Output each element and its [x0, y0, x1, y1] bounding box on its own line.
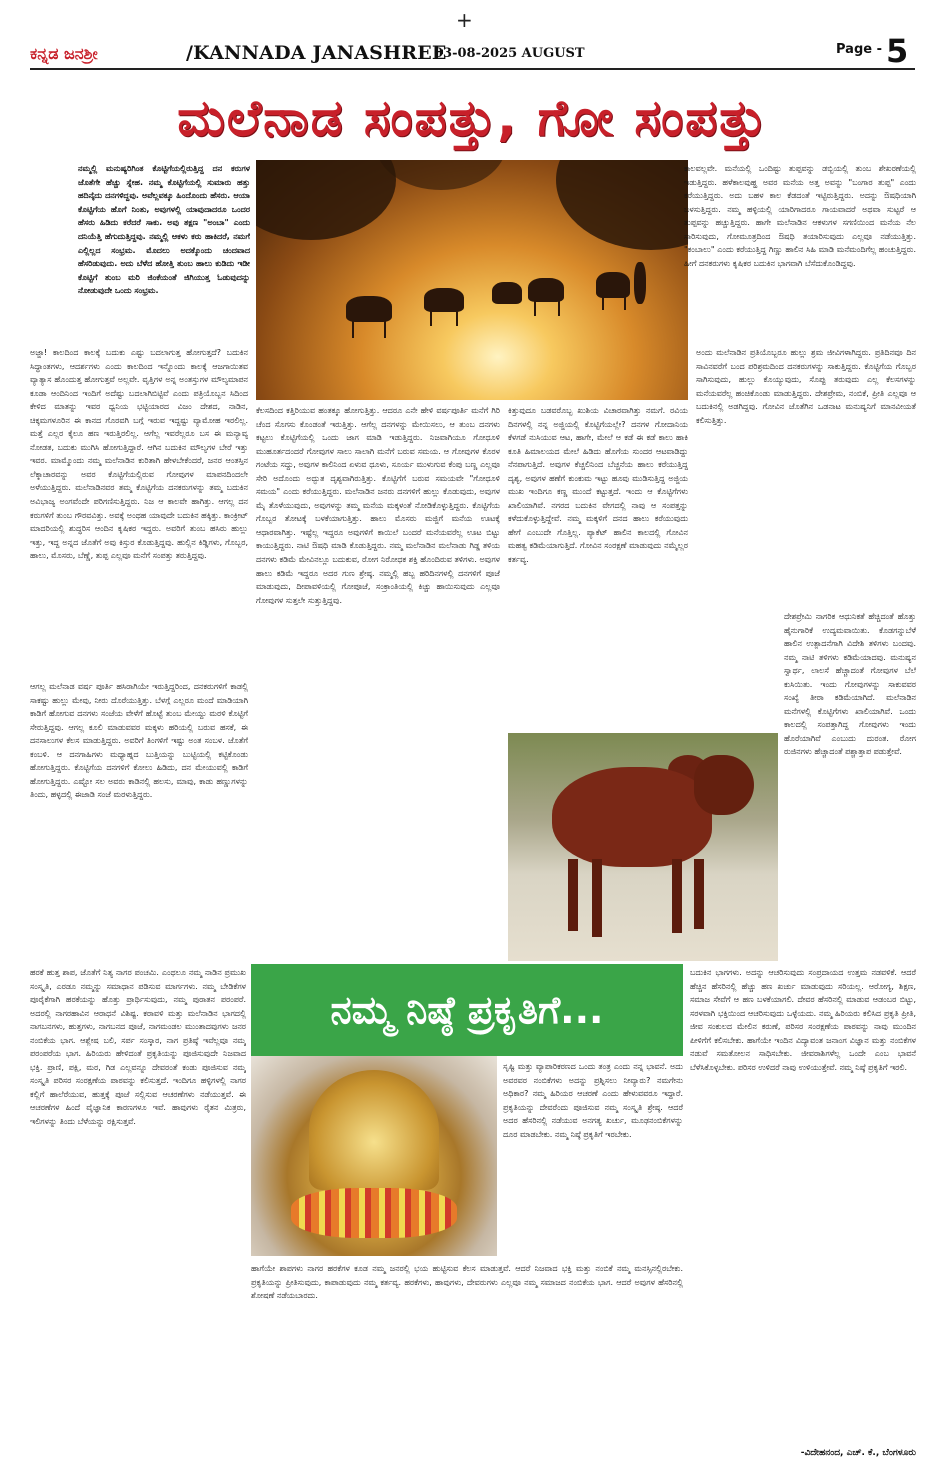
- intro-paragraph: ನಮ್ಮಲ್ಲಿ ಮನುಷ್ಯರಿಗಿಂತ ಕೊಟ್ಟಿಗೆಯಲ್ಲಿರುತ್ತಿದ್ದ ದನ ಕರುಗಳ ಜೊತೆಗೇ ಹೆಚ್ಚು ಸ್ನೇಹ. ನಮ್ಮ ಕೊಟ್ಟಿಗೆಯಲ್ಲಿ ಸುಮಾರು ಹತ್ತು ಹದಿನೈದು ದನಗಳಿದ್ದವು. ಅವೆಲ್ಲವಕ್ಕೂ ಹಿಂದೊಂದು ಹೆಸರು. ಆಯಾ ಕೊಟ್ಟಿಗೆಯ ಹೊಗೆ ನಿಂತು, ಅವುಗಳಲ್ಲಿ ಯಾವುದಾದರೂ ಒಂದರ ಹೆಸರು ಹಿಡಿದು ಕರೆದರೆ ಸಾಕು. ಅವು ತಕ್ಷಣ "ಅಂಬಾ" ಎಂದು ದನಿಯೆತ್ತಿ ಹೆಗುದುತ್ತಿದ್ದವು. ನಮ್ಮಲ್ಲಿ ಆಕಳು ಕರು ಹಾಕಿದರೆ, ನಮಗೆ ಎಲ್ಲಿಲ್ಲದ ಸಂಭ್ರಮ. ಮೊದಲು ಅದಕ್ಕೊಂದು ಚಂದವಾದ ಹೆಸರಿಡುವುದು. ಅದು ಬೆಳೆದ ಹೋತ್ತಿ ತುಂಬ ಹಾಲು ಕುಡಿದು ಇಡೀ ಕೊಟ್ಟಿಗೆ ತುಂಬ ಮರಿ ಜಿಂಕೆಯಂತೆ ಜಿಗಿಯುತ್ತ ಓಡುವುದನ್ನು ನೋಡುವುದೇ ಒಂದು ಸಂಭ್ರಮ.: [78, 164, 250, 296]
- article-column-right-mid: ಅಂದು ಮಲೆನಾಡಿನ ಪ್ರತಿಯೊಬ್ಬರೂ ಹುಲ್ಲು ಶ್ರಮ ಜೀವಿಗಳಾಗಿದ್ದರು. ಪ್ರತಿದಿನವೂ ದಿನ ಸಾವಿನವರೆಗೆ ಬಂದ ಪರಿಶ್ರಮದಿಂದ ದನಕರುಗಳನ್ನು ಸಾಕುತ್ತಿದ್ದರು. ಕೊಟ್ಟಿಗೆಯ ಗೊಬ್ಬರ ಸಾಗಿಸುವುದು, ಹುಲ್ಲು ಕೊಯ್ಯುವುದು, ಸೊಪ್ಪು ತರುವುದು ಎಲ್ಲ ಕೆಲಸಗಳನ್ನು ಮನೆಯವರೆಲ್ಲ ಹಂಚಿಕೊಂಡು ಮಾಡುತ್ತಿದ್ದರು. ದೇಶಪ್ರೇಮ, ನಂಬಿಕೆ, ಪ್ರೀತಿ ಎಲ್ಲವೂ ಆ ಬದುಕಿನಲ್ಲಿ ಅಡಗಿದ್ದವು. ಗೋವಿನ ಜೊತೆಗಿನ ಒಡನಾಟ ಮನುಷ್ಯನಿಗೆ ಮಾನವೀಯತೆ ಕಲಿಸುತ್ತಿತ್ತು.: [696, 348, 916, 425]
- article-column-bottom-right: ಬದುಕಿನ ಭಾಗಗಳು. ಅದನ್ನು ಆಚರಿಸುವುದು ಸಂಪ್ರದಾಯದ ಉತ್ತಮ ನಡವಳಿಕೆ. ಆದರೆ ಹೆಚ್ಚಿನ ಹೆಸರಿನಲ್ಲಿ ಹೆಚ್ಚು ಹಣ ಖರ್ಚು ಮಾಡುವುದು ಸರಿಯಲ್ಲ. ಆರೋಗ್ಯ, ಶಿಕ್ಷಣ, ಸಮಾಜ ಸೇವೆಗೆ ಆ ಹಣ ಬಳಕೆಯಾಗಲಿ. ದೇವರ ಹೆಸರಿನಲ್ಲಿ ಮಾಡುವ ಆಡಂಬರ ಬಿಟ್ಟು, ಸರಳವಾಗಿ ಭಕ್ತಿಯಿಂದ ಆಚರಿಸುವುದು ಒಳ್ಳೆಯದು. ನಮ್ಮ ಹಿರಿಯರು ಕಲಿಸಿದ ಪ್ರಕೃತಿ ಪ್ರೀತಿ, ಜೀವ ಸಂಕುಲದ ಮೇಲಿನ ಕರುಣೆ, ಪರಿಸರ ಸಂರಕ್ಷಣೆಯ ಪಾಠವನ್ನು ನಾವು ಮುಂದಿನ ಪೀಳಿಗೆಗೆ ಕಲಿಸಬೇಕು. ಹಾಗೆಯೇ ಇಂದಿನ ವಿದ್ಯಾವಂತ ಜನಾಂಗ ವಿಜ್ಞಾನ ಮತ್ತು ನಂಬಿಕೆಗಳ ನಡುವೆ ಸಮತೋಲನ ಸಾಧಿಸಬೇಕು. ಜೀವರಾಶಿಗಳೆಲ್ಲ ಒಂದೇ ಎಂಬ ಭಾವನೆ ಬೆಳೆಸಿಕೊಳ್ಳಬೇಕು. ಪರಿಸರ ಉಳಿದರೆ ನಾವು ಉಳಿಯುತ್ತೇವೆ. ನಮ್ಮ ನಿಷ್ಠೆ ಪ್ರಕೃತಿಗೆ ಇರಲಿ.: [690, 968, 916, 1072]
- issue-date: 03-08-2025 AUGUST: [434, 46, 585, 61]
- article-column-mid-main: ಕೆಲಸದಿಂದ ಕತ್ತಿರಿಯುವ ಹಂತಕ್ಕೂ ಹೋಗುತ್ತಿತ್ತು. ಆದರೂ ಎನೇ ಹೇಳಿ ವರ್ಷಪೂರ್ತಿ ಮನೆಗೆ ಗಿರಿ ಚೆಂದ ಸೊಗಸು ಕೊಂಡಂತೆ ಇರುತ್ತಿತ್ತು. ಆಗೆಲ್ಲ ದನಗಳನ್ನು ಮೇಯಿಸಲು, ಆ ತುಂಬ ದನಗಳು ಕಟ್ಟಲು ಕೊಟ್ಟಿಗೆಯಲ್ಲಿ ಒಂದು ಜಾಗ ಮಾಡಿ ಇಡುತ್ತಿದ್ದರು. ನಿಜವಾಗಿಯೂ ಗೋಧೂಳಿ ಮುಹೂರ್ತದಂದರೆ ಗೋವುಗಳ ಸಾಲು ಸಾಲಾಗಿ ಮನೆಗೆ ಬರುವ ಸಮಯ. ಆ ಗೋವುಗಳ ಕೊರಳ ಗಂಟೆಯ ಸದ್ದು, ಅವುಗಳ ಕಾಲಿನಿಂದ ಏಳುವ ಧೂಳು, ಸೂರ್ಯ ಮುಳುಗುವ ಕೆಂಪು ಬಣ್ಣ ಎಲ್ಲವೂ ಸೇರಿ ಅದೊಂದು ಅದ್ಭುತ ದೃಶ್ಯವಾಗಿರುತ್ತಿತ್ತು. ಕೊಟ್ಟಿಗೆಗೆ ಬರುವ ಸಮಯವೇ "ಗೋಧೂಳಿ ಸಮಯ" ಎಂದು ಕರೆಯುತ್ತಿದ್ದರು. ಮಲೆನಾಡಿನ ಜನರು ದನಗಳಿಗೆ ಹುಲ್ಲು ಕೊಡುವುದು, ಅವುಗಳ ಮೈ ತೊಳೆಯುವುದು, ಅವುಗಳನ್ನು ತಮ್ಮ ಮನೆಯ ಮಕ್ಕಳಂತೆ ನೋಡಿಕೊಳ್ಳುತ್ತಿದ್ದರು. ಕೊಟ್ಟಿಗೆಯ ಗೊಬ್ಬರ ತೋಟಕ್ಕೆ ಬಳಕೆಯಾಗುತ್ತಿತ್ತು. ಹಾಲು ಮೊಸರು ಮಜ್ಜಿಗೆ ಮನೆಯ ಊಟಕ್ಕೆ ಆಧಾರವಾಗಿತ್ತು. ಇಷ್ಟೆಲ್ಲ ಇದ್ದರೂ ಅವುಗಳಿಗೆ ಕಾಯಿಲೆ ಬಂದರೆ ಮನೆಯವರೆಲ್ಲ ಊಟ ಬಿಟ್ಟು ಕಾಯುತ್ತಿದ್ದರು. ನಾಟಿ ಔಷಧಿ ಮಾಡಿ ಕೊಡುತ್ತಿದ್ದರು. ನಮ್ಮ ಮಲೆನಾಡಿನ ಮಲೆನಾಡು ಗಿಡ್ಡ ತಳಿಯ ದನಗಳು ಕಡಿಮೆ ಮೇವಿನಲ್ಲೂ ಬದುಕುವ, ರೋಗ ನಿರೋಧಕ ಶಕ್ತಿ ಹೊಂದಿರುವ ತಳಿಗಳು. ಅವುಗಳ ಹಾಲು ಕಡಿಮೆ ಇದ್ದರೂ ಅದರ ಗುಣ ಶ್ರೇಷ್ಠ. ನಮ್ಮಲ್ಲಿ ಹಬ್ಬ ಹರಿದಿನಗಳಲ್ಲಿ ದನಗಳಿಗೆ ಪೂಜೆ ಮಾಡುವುದು, ದೀಪಾವಳಿಯಲ್ಲಿ ಗೋಪೂಜೆ, ಸಂಕ್ರಾಂತಿಯಲ್ಲಿ ಕಿಚ್ಚು ಹಾಯಿಸುವುದು ಎಲ್ಲವೂ ಗೋವುಗಳ ಸುತ್ತಲೇ ಸುತ್ತುತ್ತಿದ್ದವು.: [256, 406, 500, 605]
- red-bull-photo: [508, 733, 778, 961]
- brand-english: /KANNADA JANASHREE: [186, 42, 447, 64]
- page-number: 5: [886, 32, 909, 70]
- article-column-left-mid: ಆಗಲ್ಲ ಮಲೆನಾಡ ವರ್ಷ ಪೂರ್ತಿ ಹಸಿರಾಗಿಯೇ ಇರುತ್ತಿದ್ದರಿಂದ, ದನಕರುಗಳಿಗೆ ಕಾಡಲ್ಲಿ ಸಾಕಷ್ಟು ಹುಲ್ಲು ಮೇವು, ನೀರು ದೊರೆಯುತ್ತಿತ್ತು. ಬೆಳಗ್ಗೆ ಎಲ್ಲರೂ ಮಂದೆ ಮಾಡಿಯಾಗಿ ಕಾಡಿಗೆ ಹೋಗುವ ದನಗಳು ಸಂಜೆಯ ವೇಳೆಗೆ ಹೊಟ್ಟೆ ತುಂಬ ಮೇಯ್ದು ಮರಳಿ ಕೊಟ್ಟಿಗೆ ಸೇರುತ್ತಿದ್ದವು. ಆಗಲ್ಲ ಕೂಲಿ ಮಾಡುವವರ ಮಕ್ಕಳು ಹರಿಯಲ್ಲಿ ಬರುವ ಹಸಕೆ, ಈ ದನಸಾಲುಗಳ ಕೆಲಸ ಮಾಡುತ್ತಿದ್ದರು. ಅವರಿಗೆ ತಿಂಗಳಿಗೆ ಇಷ್ಟು ಅಂತ ಸಂಬಳ. ಜೊತೆಗೆ ಕಂಬಳಿ. ಆ ದನಗಾಹಿಗಳು ಮಧ್ಯಾಹ್ನದ ಬುತ್ತಿಯನ್ನು ಬುಟ್ಟಿಯಲ್ಲಿ ಕಟ್ಟಿಕೊಂಡು ಹೋಗುತ್ತಿದ್ದರು. ಕೊಟ್ಟಿಗೆಯ ದನಗಳಿಗೆ ಕೋಲು ಹಿಡಿದು, ದನ ಮೇಯುವಲ್ಲಿ ಕಾಡಿಗೆ ಹೋಗುತ್ತಿದ್ದರು. ಎಷ್ಟೋ ಸಲ ಅವರು ಕಾಡಿನಲ್ಲಿ ಹಲಸು, ಮಾವು, ಕಾಡು ಹಣ್ಣುಗಳನ್ನು ತಿಂದು, ಹಳ್ಳದಲ್ಲಿ ಈಜಾಡಿ ಸಂಜೆ ಮರಳುತ್ತಿದ್ದರು.: [30, 682, 248, 800]
- cows-at-dusk-photo: [256, 160, 688, 400]
- article-column-bottom-mid-low: ಹಾಗೆಯೇ ಶಾಪಗಳು ನಾಗರ ಹರಕೆಗಳ ಕೂಡ ನಮ್ಮ ಜನರಲ್ಲಿ ಭಯ ಹುಟ್ಟಿಸುವ ಕೆಲಸ ಮಾಡುತ್ತವೆ. ಆದರೆ ನಿಜವಾದ ಭಕ್ತಿ ಮತ್ತು ನಂಬಿಕೆ ನಮ್ಮ ಮನಸ್ಸಿನಲ್ಲಿರಬೇಕು. ಪ್ರಕೃತಿಯನ್ನು ಪ್ರೀತಿಸುವುದು, ಕಾಪಾಡುವುದು ನಮ್ಮ ಕರ್ತವ್ಯ. ಹರಕೆಗಳು, ಹಾವುಗಳು, ದೇವರುಗಳು ಎಲ್ಲವೂ ನಮ್ಮ ಸಮಾಜದ ನಂಬಿಕೆಯ ಭಾಗ. ಆದರೆ ಅವುಗಳ ಹೆಸರಿನಲ್ಲಿ ಶೋಷಣೆ ನಡೆಯಬಾರದು.: [251, 1264, 683, 1301]
- article-column-bottom-left: ಹರಕೆ ಹುತ್ತ ಶಾಪ, ಜೊತೆಗೆ ನಿತ್ಯ ನಾಗರ ಪಂಚಮಿ. ಎಂಥಲೂ ನಮ್ಮ ನಾಡಿನ ಪ್ರಮುಖ ಸಂಸ್ಕೃತಿ, ಎರಡೂ ನಮ್ಮನ್ನು ಸಮಾಧಾನ ಪಡಿಸುವ ಮಾರ್ಗಗಳು. ನಮ್ಮ ಬೇಡಿಕೆಗಳ ಪೂರೈಕೆಗಾಗಿ ಹರಕೆಯನ್ನು ಹೊತ್ತು ಪ್ರಾರ್ಥಿಸುವುದು, ನಮ್ಮ ಪುರಾತನ ಪರಂಪರೆ. ಅದರಲ್ಲಿ ನಾಗರಹಾವಿನ ಆರಾಧನೆ ವಿಶಿಷ್ಟ. ಕರಾವಳಿ ಮತ್ತು ಮಲೆನಾಡಿನ ಭಾಗದಲ್ಲಿ ನಾಗಬನಗಳು, ಹುತ್ತಗಳು, ನಾಗಬನದ ಪೂಜೆ, ನಾಗಮಂಡಲ ಮುಂತಾದವುಗಳು ಜನರ ನಂಬಿಕೆಯ ಭಾಗ. ಆಶ್ಲೇಷ ಬಲಿ, ಸರ್ಪ ಸಂಸ್ಕಾರ, ನಾಗ ಪ್ರತಿಷ್ಠೆ ಇವೆಲ್ಲವೂ ನಮ್ಮ ಪರಂಪರೆಯ ಭಾಗ. ಹಿರಿಯರು ಹೇಳಿದಂತೆ ಪ್ರಕೃತಿಯನ್ನು ಪೂಜಿಸುವುದೇ ನಿಜವಾದ ಭಕ್ತಿ. ಪ್ರಾಣಿ, ಪಕ್ಷಿ, ಮರ, ಗಿಡ ಎಲ್ಲವನ್ನೂ ದೇವರಂತೆ ಕಂಡು ಪೂಜಿಸುವ ನಮ್ಮ ಸಂಸ್ಕೃತಿ ಪರಿಸರ ಸಂರಕ್ಷಣೆಯ ಪಾಠವನ್ನು ಕಲಿಸುತ್ತದೆ. ಇಂದಿಗೂ ಹಳ್ಳಿಗಳಲ್ಲಿ ನಾಗರ ಕಲ್ಲಿಗೆ ಹಾಲೆರೆಯುವ, ಹುತ್ತಕ್ಕೆ ಪೂಜೆ ಸಲ್ಲಿಸುವ ಆಚರಣೆಗಳು ನಡೆಯುತ್ತವೆ. ಈ ಆಚರಣೆಗಳ ಹಿಂದೆ ವೈಜ್ಞಾನಿಕ ಕಾರಣಗಳೂ ಇವೆ. ಹಾವುಗಳು ರೈತನ ಮಿತ್ರರು, ಇಲಿಗಳನ್ನು ತಿಂದು ಬೆಳೆಯನ್ನು ರಕ್ಷಿಸುತ್ತವೆ.: [30, 968, 246, 1127]
- page-label: Page -: [836, 42, 882, 57]
- section-banner-title: ನಮ್ಮ ನಿಷ್ಠೆ ಪ್ರಕೃತಿಗೆ...: [330, 988, 604, 1032]
- masthead: [30, 32, 915, 70]
- article-column-mid-right: ಕಿತ್ತುವುದೂ ಬಡವರೊಬ್ಬ ಖುಶಿಯ ವಿಚಾರವಾಗಿತ್ತು ನಮಗೆ. ರವಿಯ ದಿನಗಳಲ್ಲಿ ನನ್ನ ಅಜ್ಜಿಯಲ್ಲಿ ಕೊಟ್ಟಿಗೆಯಲ್ಲೇ? ದನಗಳ ಗೋದಾನಿಯ ಕೆಳಗಡೆ ನುಸಿಯುವ ಆಟ, ಹಾಗೇ, ಮೇಲೆ ಆ ಕಡೆ ಈ ಕಡೆ ಕಾಲು ಹಾಕಿ ಕೂತಿ ಹಿಮಾಲಯದ ಮೇಲೆ ಹಿಡಿದು ಹೊಗೆಯ ಸುಂದರ ಆಟವಾಡಿದ್ದು ನೆನಪಾಗುತ್ತಿದೆ. ಅವುಗಳ ಕೆಚ್ಚಲಿನಿಂದ ಬೆಚ್ಚನೆಯ ಹಾಲು ಕರೆಯುತ್ತಿದ್ದ ದೃಶ್ಯ, ಅವುಗಳ ಹಣೆಗೆ ಕುಂಕುಮ ಇಟ್ಟು ಹೂವು ಮುಡಿಸುತ್ತಿದ್ದ ಅಜ್ಜಿಯ ಮುಖ ಇಂದಿಗೂ ಕಣ್ಣ ಮುಂದೆ ಕಟ್ಟುತ್ತದೆ. ಇಂದು ಆ ಕೊಟ್ಟಿಗೆಗಳು ಖಾಲಿಯಾಗಿವೆ. ನಗರದ ಬದುಕಿನ ವೇಗದಲ್ಲಿ ನಾವು ಆ ಸಂಪತ್ತನ್ನು ಕಳೆದುಕೊಳ್ಳುತ್ತಿದ್ದೇವೆ. ನಮ್ಮ ಮಕ್ಕಳಿಗೆ ದನದ ಹಾಲು ಕರೆಯುವುದು ಹೇಗೆ ಎಂಬುದೇ ಗೊತ್ತಿಲ್ಲ. ಪ್ಯಾಕೆಟ್ ಹಾಲಿನ ಕಾಲದಲ್ಲಿ ಗೋವಿನ ಮಹತ್ವ ಕಡಿಮೆಯಾಗುತ್ತಿದೆ. ಗೋವಿನ ಸಂರಕ್ಷಣೆ ಮಾಡುವುದು ನಮ್ಮೆಲ್ಲರ ಕರ್ತವ್ಯ.: [508, 406, 688, 565]
- section-banner: [251, 964, 683, 1056]
- article-column-right-low: ದೇಶಪ್ರೇಮಿ ನಾಗರಿಕ ಆಧುನಿಕತೆ ಹೆಚ್ಚಿದಂತೆ ಹೊತ್ತು ಹೈನುಗಾರಿಕೆ ಉದ್ಯಮವಾಯಿತು. ಕೊಡಗನ್ನುಬೆಳೆ ಹಾಲಿನ ಉತ್ಪಾದನೆಗಾಗಿ ವಿದೇಶಿ ತಳಿಗಳು ಬಂದವು. ನಮ್ಮ ನಾಟಿ ತಳಿಗಳು ಕಡಿಮೆಯಾದವು. ಮನುಷ್ಯನ ಸ್ವಾರ್ಥ, ಲಾಲಸೆ ಹೆಚ್ಚಾದಂತೆ ಗೋವುಗಳ ಬೆಲೆ ಕುಸಿಯಿತು. ಇಂದು ಗೋವುಗಳನ್ನು ಸಾಕುವವರ ಸಂಖ್ಯೆ ತೀರಾ ಕಡಿಮೆಯಾಗಿದೆ. ಮಲೆನಾಡಿನ ಮನೆಗಳಲ್ಲಿ ಕೊಟ್ಟಿಗೆಗಳು ಖಾಲಿಯಾಗಿವೆ. ಒಂದು ಕಾಲದಲ್ಲಿ ಸಂಪತ್ತಾಗಿದ್ದ ಗೋವುಗಳು ಇಂದು ಹೊರೆಯಾಗಿವೆ ಎಂಬುದು ದುರಂತ. ರೋಗ ರುಜಿನಗಳು ಹೆಚ್ಚಾದಂತೆ ಪಶ್ಚಾತ್ತಾಪ ಪಡುತ್ತೇವೆ.: [784, 612, 916, 757]
- page-headline: ಮಲೆನಾಡ ಸಂಪತ್ತು, ಗೋ ಸಂಪತ್ತು: [177, 89, 768, 147]
- article-column-bottom-mid-top: ಸೃಷ್ಟಿ ಮತ್ತು ವ್ಯಾಪಾರಿಕರಣದ ಒಂದು ತಂತ್ರ ಎಂದು ನನ್ನ ಭಾವನೆ. ಅದು ಅವರವರ ನಂಬಿಕೆಗಳು ಅದನ್ನು ಪ್ರಶ್ನಿಸಲು ನೀವ್ಯಾರು? ನಮಗೇನು ಅಧಿಕಾರ? ನಮ್ಮ ಹಿರಿಯರ ಆಚರಣೆ ಎಂದು ಹೇಳುವವರೂ ಇದ್ದಾರೆ. ಪ್ರಕೃತಿಯನ್ನು ದೇವರೆಂದು ಪೂಜಿಸುವ ನಮ್ಮ ಸಂಸ್ಕೃತಿ ಶ್ರೇಷ್ಠ. ಆದರೆ ಅದರ ಹೆಸರಿನಲ್ಲಿ ನಡೆಯುವ ಅನಗತ್ಯ ಖರ್ಚು, ಮೂಢನಂಬಿಕೆಗಳನ್ನು ದೂರ ಮಾಡಬೇಕು. ನಮ್ಮ ನಿಷ್ಠೆ ಪ್ರಕೃತಿಗೆ ಇರಬೇಕು.: [503, 1062, 683, 1139]
- brand-kannada: ಕನ್ನಡ ಜನಶ್ರೀ: [30, 44, 98, 63]
- registration-mark: +: [456, 8, 473, 32]
- naga-shrine-photo: [251, 1056, 497, 1256]
- article-column-left-top: ಅಜ್ಜಾ! ಕಾಲದಿಂದ ಕಾಲಕ್ಕೆ ಬದುಕು ಎಷ್ಟು ಬದಲಾಗುತ್ತ ಹೋಗುತ್ತದೆ? ಬದುಕಿನ ಸಿದ್ಧಾಂತಗಳು, ಆದರ್ಶಗಳು ಎಂದು ಕಾಲದಿಂದ ಇನ್ನೊಂದು ಕಾಲಕ್ಕೆ ಆಜಗಾಯಿತವ ವ್ಯಾತ್ಯಾಸ ಹೊಂದುತ್ತ ಹೋಗುತ್ತವೆ ಅಲ್ಲವೇ. ವೃತ್ತಿಗಳ ಅನ್ನ ಅಂತಸ್ತುಗಳ ಮೌಲ್ಯಮಾಪನ ಕೂಡಾ ಆಂದಿನಿಂದ ಇಂದಿಗೆ ಅದೆಷ್ಟು ಬದಲಾಗಿಬಿಟ್ಟಿವೆ ಎಂದು ಪತ್ರಿಯೊಬ್ಬನ ಸಿದಿಂದ ಕೇಳಿದ ಮಾತನ್ನು ಇವರ ಧ್ವನಿಯ ಭಟ್ಟಿಯಾರದ ವಿಜಂ ದೇಶದ, ನಾಡಿನ, ಚಿಕ್ಕಮಗಳೂರಿನ ಈ ಕಾನದ ಗೊರವಗಿ ಬಗ್ಗೆ ಇರುವ ಇದ್ದಷ್ಟು ವ್ಯಾಮೋಹ ಇರಲಿಲ್ಲ. ಮತ್ತೆ ಎಲ್ಲರ ಕೈಲೂ ಹಣ ಇರುತ್ತಿರಲಿಲ್ಲ. ಆಗೆಲ್ಲ ಇವರೆಲ್ಲರೂ ಬಸ ಈ ಮನ್ಯಾವ್ಯ ನೋಡತ, ಬದುಕು ಮುಗಿಸಿ ಹೋಗುತ್ತಿದ್ದಾರೆ. ಆಗಿನ ಬದುಕಿನ ಮೌಲ್ಯಗಳ ಬೇರೆ ಇತ್ತು ಇವರ. ಮಾಮ್ಮೊಂದು ನಮ್ಮ ಮಲೆನಾಡಿನ ಕುರಿತಾಗಿ ಹೇಳಬೇಕೆಂದರೆ, ಜನರ ಆಂತಸ್ತಿನ ಲೆಕ್ಕಾಚಾರವನ್ನು ಅವರ ಕೊಟ್ಟಿಗೆಯಲ್ಲಿರುವ ಗೋವುಗಳ ಮಾಪನದಿಂದಲೇ ಅಳೆಯುತ್ತಿದ್ದರು. ಮಲೆನಾಡಿನವರ ತಮ್ಮ ಕೊಟ್ಟಿಗೆಯ ದನಕರುಗಳನ್ನು ತಮ್ಮ ಬದುಕಿನ ಅವಿಭಾಜ್ಯ ಅಂಗವೆಂದೇ ಪರಿಗಣಿಸುತ್ತಿದ್ದರು. ನಿಜ ಆ ಕಾಲವೇ ಹಾಗಿತ್ತು. ಆಗಲ್ಲ ದನ ಕರುಗಳಿಗೆ ತುಂಬ ಗೌರವವಿತ್ತು. ಅವಕ್ಕೆ ಅಂಥಹ ಯಾವುದೇ ಬದುಕಿನ ಹಕ್ಕಿತ್ತು. ಕಾಂಕ್ರೀಟ್ ಮಾದರಿಯಲ್ಲಿ ಶುದ್ಧರಿಸ ಆಂದಿನ ಕೃಷಿಕರ ಇದ್ದರು. ಅವರಿಗೆ ತುಂಬ ಹಸಿರು ಹುಲ್ಲು ಇತ್ತು, ಇದ್ದ ಅನ್ನದ ಜೊತೆಗೆ ಅವು ಕಿಸ್ತುರ ಕೊಡುತ್ತಿದ್ದವು. ಹುಲ್ಲಿನ ಕಿಡ್ಡಿಗಳು, ಗೊಬ್ಬರ, ಹಾಲು, ಮೊಸರು, ಬೆಣ್ಣೆ, ತುಪ್ಪ ಎಲ್ಲವೂ ಮನೆಗೆ ಸಂಪತ್ತು ತರುತ್ತಿದ್ದವು.: [30, 348, 248, 561]
- article-column-right-top: ಕಾಲವಲ್ಲವೇ. ಮನೆಯಲ್ಲಿ ಒಂದಿಷ್ಟು ತುಪ್ಪವನ್ನು ಡಬ್ಬಿಯಲ್ಲಿ ತುಂಬ ಶೇಖರಣೆಯಲ್ಲಿ ಇಡುತ್ತಿದ್ದರು. ಹಳೆಕಾಲವುಹ್ಹ ಅವರ ಮನೆಯ ಅತ್ತ ಅವನ್ನು "ಬಂಗಾರ ತುಪ್ಪ" ಎಂದು ಕರೆಯುತ್ತಿದ್ದರು. ಅದು ಬಹಳ ಕಾಲ ಕೆಡದಂತೆ ಇಟ್ಟಿರುತ್ತಿದ್ದರು. ಅದನ್ನು ಔಷಧಿಯಾಗಿ ಬಳಸುತ್ತಿದ್ದರು. ನಮ್ಮ ಹಳ್ಳಿಯಲ್ಲಿ ಯಾರಿಗಾದರೂ ಗಾಯವಾದರೆ ಅಥವಾ ಸುಟ್ಟರೆ ಆ ತುಪ್ಪವನ್ನು ಹಚ್ಚುತ್ತಿದ್ದರು. ಹಾಗೇ ಮಲೆನಾಡಿನ ಆಕಳುಗಳ ಸಗಣಿಯಿಂದ ಮನೆಯ ನೆಲ ಸಾರಿಸುವುದು, ಗೋಮೂತ್ರದಿಂದ ಔಷಧಿ ತಯಾರಿಸುವುದು ಎಲ್ಲವೂ ನಡೆಯುತ್ತಿತ್ತು. "ಕಂಬಾಲು" ಎಂದು ಕರೆಯುತ್ತಿದ್ದ ಗಿಣ್ಣು ಹಾಲಿನ ಸಿಹಿ ಮಾಡಿ ಮನೆಮಂದಿಗೆಲ್ಲ ಹಂಚುತ್ತಿದ್ದರು. ಹೀಗೆ ದನಕರುಗಳು ಕೃಷಿಕರ ಬದುಕಿನ ಭಾಗವಾಗಿ ಬೆಸೆದುಕೊಂಡಿದ್ದವು.: [684, 164, 916, 268]
- author-byline: -ವಿದೇಹನಂದ, ಎಚ್. ಕೆ., ಬೆಂಗಳೂರು: [800, 1448, 916, 1458]
